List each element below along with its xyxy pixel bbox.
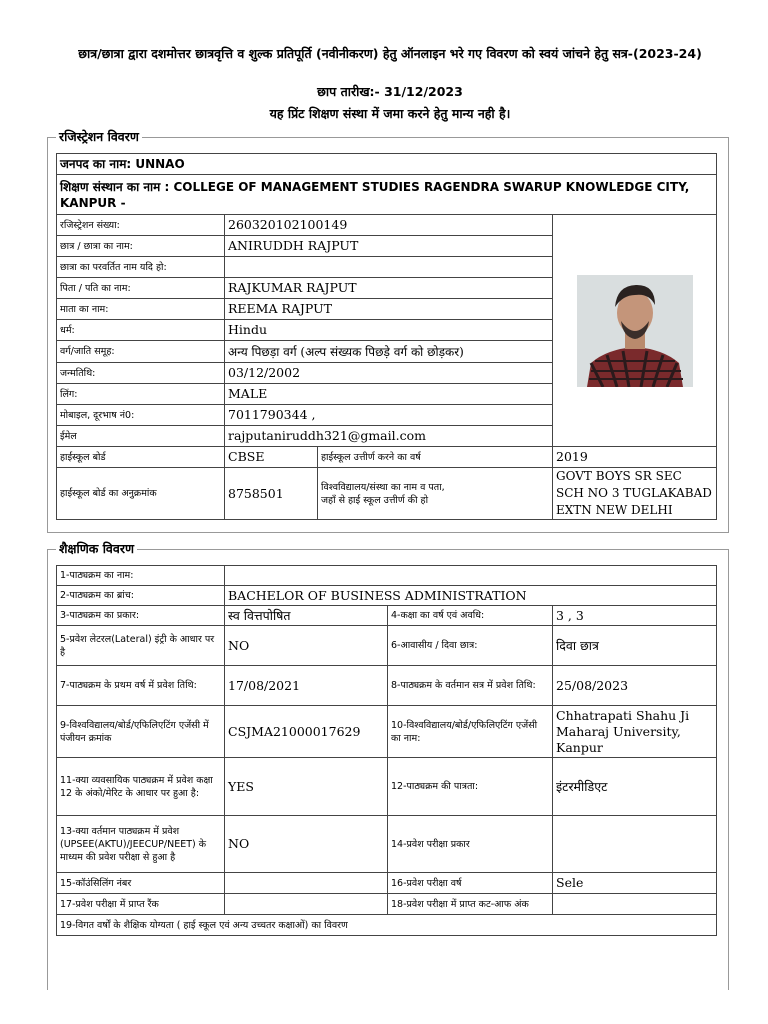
changed-name bbox=[225, 257, 553, 278]
page-title: छात्र/छात्रा द्वारा दशमोत्तर छात्रवृत्ति व शुल्क प्रतिपूर्ति (नवीनीकरण) हेतु ऑनलाइन भरे गए विवरण को स्वयं जांचने हेतु सत्र-(2023-24) bbox=[78, 46, 702, 61]
field-label: 11-क्या व्यवसायिक पाठ्यक्रम में प्रवेश कक्षा 12 के अंको/मेरिट के आधार पर हुआ है: bbox=[57, 758, 225, 816]
class-year-duration: 3 , 3 bbox=[553, 606, 717, 626]
field-label: 16-प्रवेश परीक्षा वर्ष bbox=[388, 873, 553, 894]
previous-education-heading: 19-विगत वर्षों के शैक्षिक योग्यता ( हाई स्कूल एवं अन्य उच्चतर कक्षाओं) का विवरण bbox=[57, 915, 717, 936]
field-label: 12-पाठ्यक्रम की पात्रता: bbox=[388, 758, 553, 816]
entrance-exam-admission: NO bbox=[225, 816, 388, 873]
gender: MALE bbox=[225, 384, 553, 405]
university-name: Chhatrapati Shahu Ji Maharaj University, Kanpur bbox=[553, 706, 717, 758]
date-of-birth: 03/12/2002 bbox=[225, 363, 553, 384]
field-label: 7-पाठ्यक्रम के प्रथम वर्ष में प्रवेश तिथि: bbox=[57, 666, 225, 706]
field-label: मोबाइल, दूरभाष नं0: bbox=[57, 405, 225, 426]
field-label bbox=[318, 468, 553, 520]
field-label: 18-प्रवेश परीक्षा में प्राप्त कट-आफ अंक bbox=[388, 894, 553, 915]
entrance-exam-rank bbox=[225, 894, 388, 915]
field-label: 15-कॉउंसिलिंग नंबर bbox=[57, 873, 225, 894]
entrance-exam-type bbox=[553, 816, 717, 873]
field-label: छात्रा का परवर्तित नाम यदि हो: bbox=[57, 257, 225, 278]
mother-name: REEMA RAJPUT bbox=[225, 299, 553, 320]
religion: Hindu bbox=[225, 320, 553, 341]
field-label: 8-पाठ्यक्रम के वर्तमान सत्र में प्रवेश तिथि: bbox=[388, 666, 553, 706]
current-session-admission-date: 25/08/2023 bbox=[553, 666, 717, 706]
institution-name: शिक्षण संस्थान का नाम : COLLEGE OF MANAGEMENT STUDIES RAGENDRA SWARUP KNOWLEDGE CITY, KANPUR - bbox=[57, 175, 717, 215]
mobile-number: 7011790344 , bbox=[225, 405, 553, 426]
registration-legend: रजिस्ट्रेशन विवरण bbox=[56, 128, 142, 145]
highschool-board: CBSE bbox=[225, 447, 318, 468]
field-label: 2-पाठ्यक्रम का ब्रांच: bbox=[57, 586, 225, 606]
field-label: ईमेल bbox=[57, 426, 225, 447]
course-eligibility: इंटरमीडिएट bbox=[553, 758, 717, 816]
field-label: 9-विश्वविद्यालय/बोर्ड/एफिलिएटिंग एजेंसी में पंजीयन क्रमांक bbox=[57, 706, 225, 758]
field-label: 10-विश्वविद्यालय/बोर्ड/एफिलिएटिंग एजेंसी का नाम: bbox=[388, 706, 553, 758]
academic-table bbox=[56, 565, 717, 936]
field-label: पिता / पति का नाम: bbox=[57, 278, 225, 299]
entrance-exam-cutoff bbox=[553, 894, 717, 915]
father-name: RAJKUMAR RAJPUT bbox=[225, 278, 553, 299]
field-label: 5-प्रवेश लेटरल(Lateral) इंट्री के आधार पर है bbox=[57, 626, 225, 666]
school-label-line-1: विश्वविद्यालय/संस्था का नाम व पता, bbox=[321, 481, 445, 493]
field-label: जन्मतिथि: bbox=[57, 363, 225, 384]
academic-legend: शैक्षणिक विवरण bbox=[56, 540, 137, 557]
counselling-number bbox=[225, 873, 388, 894]
residential-status: दिवा छात्र bbox=[553, 626, 717, 666]
field-label: 17-प्रवेश परीक्षा में प्राप्त रैंक bbox=[57, 894, 225, 915]
school-label-line-2: जहाँ से हाई स्कूल उत्तीर्ण की हो bbox=[321, 494, 429, 506]
field-label: छात्र / छात्रा का नाम: bbox=[57, 236, 225, 257]
merit-based-admission: YES bbox=[225, 758, 388, 816]
course-branch: BACHELOR OF BUSINESS ADMINISTRATION bbox=[225, 586, 717, 606]
email: rajputaniruddh321@gmail.com bbox=[225, 426, 553, 447]
student-photo bbox=[577, 275, 693, 387]
field-label: रजिस्ट्रेशन संख्या: bbox=[57, 215, 225, 236]
first-year-admission-date: 17/08/2021 bbox=[225, 666, 388, 706]
student-name: ANIRUDDH RAJPUT bbox=[225, 236, 553, 257]
field-label: 1-पाठ्यक्रम का नाम: bbox=[57, 566, 225, 586]
registration-number: 260320102100149 bbox=[225, 215, 553, 236]
course-type: स्व वित्तपोषित bbox=[225, 606, 388, 626]
validity-note: यह प्रिंट शिक्षण संस्था में जमा करने हेतु मान्य नही है। bbox=[269, 106, 511, 121]
course-name bbox=[225, 566, 717, 586]
field-label: 14-प्रवेश परीक्षा प्रकार bbox=[388, 816, 553, 873]
photo-cell bbox=[553, 215, 717, 447]
field-label: माता का नाम: bbox=[57, 299, 225, 320]
field-label: हाईस्कूल बोर्ड का अनुक्रमांक bbox=[57, 468, 225, 520]
field-label: लिंग: bbox=[57, 384, 225, 405]
field-label: वर्ग/जाति समूह: bbox=[57, 341, 225, 363]
caste-category: अन्य पिछड़ा वर्ग (अल्प संख्यक पिछड़े वर्ग को छोड़कर) bbox=[225, 341, 553, 363]
highschool-name: GOVT BOYS SR SEC SCH NO 3 TUGLAKABAD EXTN NEW DELHI bbox=[553, 468, 717, 520]
field-label: हाईस्कूल उत्तीर्ण करने का वर्ष bbox=[318, 447, 553, 468]
highschool-year: 2019 bbox=[553, 447, 717, 468]
lateral-entry: NO bbox=[225, 626, 388, 666]
field-label: धर्म: bbox=[57, 320, 225, 341]
highschool-roll-number: 8758501 bbox=[225, 468, 318, 520]
field-label: 4-कक्षा का वर्ष एवं अवधि: bbox=[388, 606, 553, 626]
registration-table bbox=[56, 153, 717, 520]
district-name: जनपद का नाम: UNNAO bbox=[57, 154, 717, 175]
field-label: 3-पाठ्यक्रम का प्रकार: bbox=[57, 606, 225, 626]
university-registration-number: CSJMA21000017629 bbox=[225, 706, 388, 758]
field-label: 13-क्या वर्तमान पाठ्यक्रम में प्रवेश (UPSEE(AKTU)/JEECUP/NEET) के माध्यम की प्रवेश परीक्षा से हुआ है bbox=[57, 816, 225, 873]
print-date: छाप तारीख:- 31/12/2023 bbox=[317, 84, 463, 99]
field-label: 6-आवासीय / दिवा छात्र: bbox=[388, 626, 553, 666]
entrance-exam-year: Sele bbox=[553, 873, 717, 894]
field-label: हाईस्कूल बोर्ड bbox=[57, 447, 225, 468]
